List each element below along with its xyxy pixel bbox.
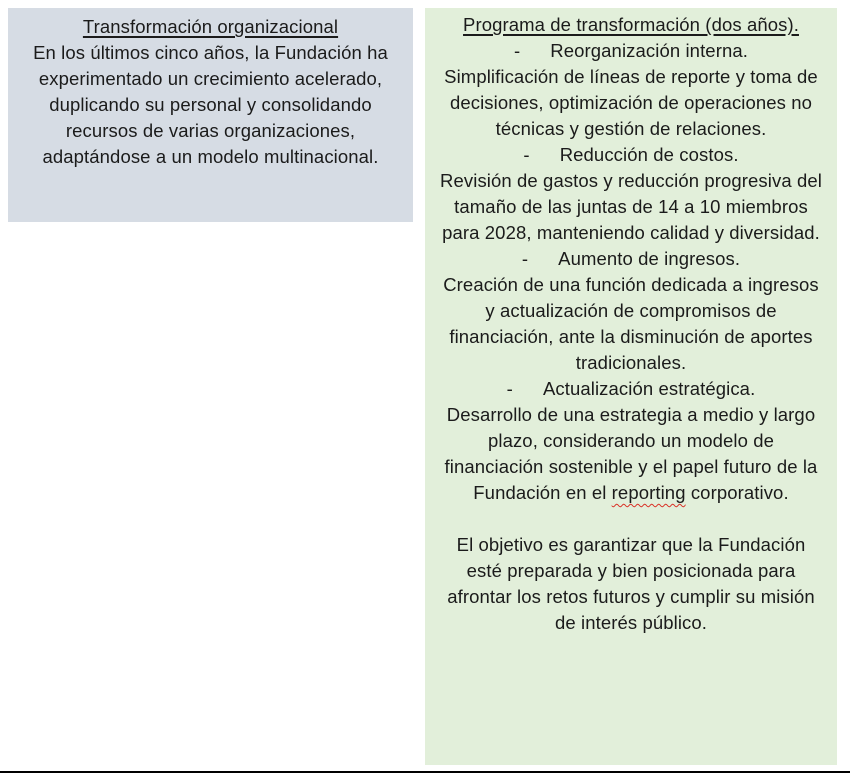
bullet-label: Reducción de costos. <box>559 144 739 165</box>
left-box-title: Transformación organizacional <box>82 16 339 37</box>
bullet-dash: - <box>514 40 521 61</box>
bullet-detail-actualizacion-estrategica <box>439 402 823 506</box>
bullet-label: Aumento de ingresos. <box>558 248 741 269</box>
bullet-detail-aumento-ingresos: Creación de una función dedicada a ingresos y actualización de compromisos de financiación, ante la disminución de aportes tradicionales. <box>443 274 819 373</box>
left-textbox-transformacion-organizacional <box>8 8 413 222</box>
bullet-item-reduccion-costos <box>439 142 823 168</box>
misspelled-word-reporting: reporting <box>611 482 686 503</box>
detail-text-after: corporativo. <box>685 482 789 503</box>
bullet-detail-reorganizacion: Simplificación de líneas de reporte y toma de decisiones, optimización de operaciones no técnicas y gestión de relaciones. <box>444 66 818 139</box>
detail-text-before: Desarrollo de una estrategia a medio y largo plazo, considerando un modelo de financiación sostenible y el papel futuro de la Fundación en el <box>444 404 818 503</box>
bullet-dash: - <box>506 378 513 399</box>
bullet-item-aumento-ingresos <box>439 246 823 272</box>
bullet-item-actualizacion-estrategica <box>439 376 823 402</box>
bottom-horizontal-rule <box>0 771 850 773</box>
bullet-dash: - <box>523 144 530 165</box>
right-textbox-programa-transformacion <box>425 8 837 765</box>
right-box-title: Programa de transformación (dos años). <box>463 14 799 35</box>
bullet-label: Actualización estratégica. <box>542 378 756 399</box>
bullet-label: Reorganización interna. <box>550 40 748 61</box>
closing-paragraph: El objetivo es garantizar que la Fundación esté preparada y bien posicionada para afrontar los retos futuros y cumplir su misión de interés público. <box>447 534 815 633</box>
left-box-body: En los últimos cinco años, la Fundación ha experimentado un crecimiento acelerado, duplicando su personal y consolidando recursos de varias organizaciones, adaptándose a un modelo multinacional. <box>33 42 388 167</box>
bullet-detail-reduccion-costos: Revisión de gastos y reducción progresiva del tamaño de las juntas de 14 a 10 miembros para 2028, manteniendo calidad y diversidad. <box>440 170 822 243</box>
bullet-dash: - <box>521 248 529 269</box>
bullet-item-reorganizacion <box>439 38 823 64</box>
blank-line <box>439 506 823 532</box>
